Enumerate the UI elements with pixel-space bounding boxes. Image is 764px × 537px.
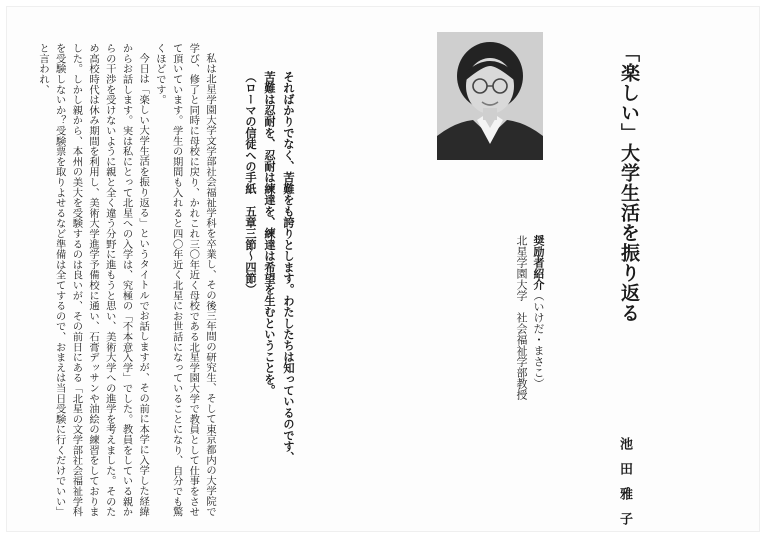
body-paragraph-2: 今日は「楽しい大学生活を振り返る」というタイトルでお話しますが、その前に本学に入学した経緯からお話します。実は私にとって北星への入学は、究極の「不本意入学」でした。教員をしている親からの干渉を受けないように親と全く違う分野に進もうと思い、美術大学への進学を考えました。そのため高校時代は休み期間を利用し、美術大学進学予備校に通い、石膏デッサンや油絵の練習をしておりました。しかし親から、本州の美大を受験するのは良いが、その前日にある「北星の文学部社会福祉学科を受験しないか？受験票を取りよせるなど準備は全てするので、おまえは当日受験に行くだけでいい」と言われ、 bbox=[36, 43, 150, 517]
sponsor-affiliation: 北星学園大学 社会福祉学部教授 bbox=[515, 235, 528, 400]
epigraph bbox=[241, 71, 298, 511]
epigraph-line-2: 苦難は忍耐を、忍耐は練達を、練達は希望を生むということを。 bbox=[263, 71, 277, 396]
sponsor-label: 奨励者紹介 bbox=[532, 235, 545, 290]
sponsor-info bbox=[513, 235, 547, 475]
sponsor-reading: （いけだ・まさこ） bbox=[532, 290, 545, 389]
author-name: 池田雅子 bbox=[617, 437, 632, 537]
article-body bbox=[34, 43, 218, 523]
sponsor-label-line bbox=[530, 235, 547, 475]
article-title: 「楽しい」大学生活を振り返る bbox=[618, 43, 640, 323]
document-page bbox=[6, 6, 760, 537]
author-photo bbox=[437, 32, 543, 160]
body-paragraph-1: 私は北星学園大学文学部社会福祉学科を卒業し、その後三年間の研究生、そして東京都内の大学院で学び、修了と同時に母校に戻り、かれこれ三〇年近く母校である北星学園大学で教員として仕事をさせて頂いています。学生の期間も入れると四〇年近く北星にお世話になっていることになり、自分でも驚くほどです。 bbox=[153, 43, 216, 517]
epigraph-source: （ローマの信徒への手紙 五章三節〜四節） bbox=[244, 71, 258, 295]
portrait-image bbox=[437, 32, 543, 160]
epigraph-line-1: そればかりでなく、苦難をも誇りとします。わたしたちは知っているのです、 bbox=[282, 71, 296, 463]
